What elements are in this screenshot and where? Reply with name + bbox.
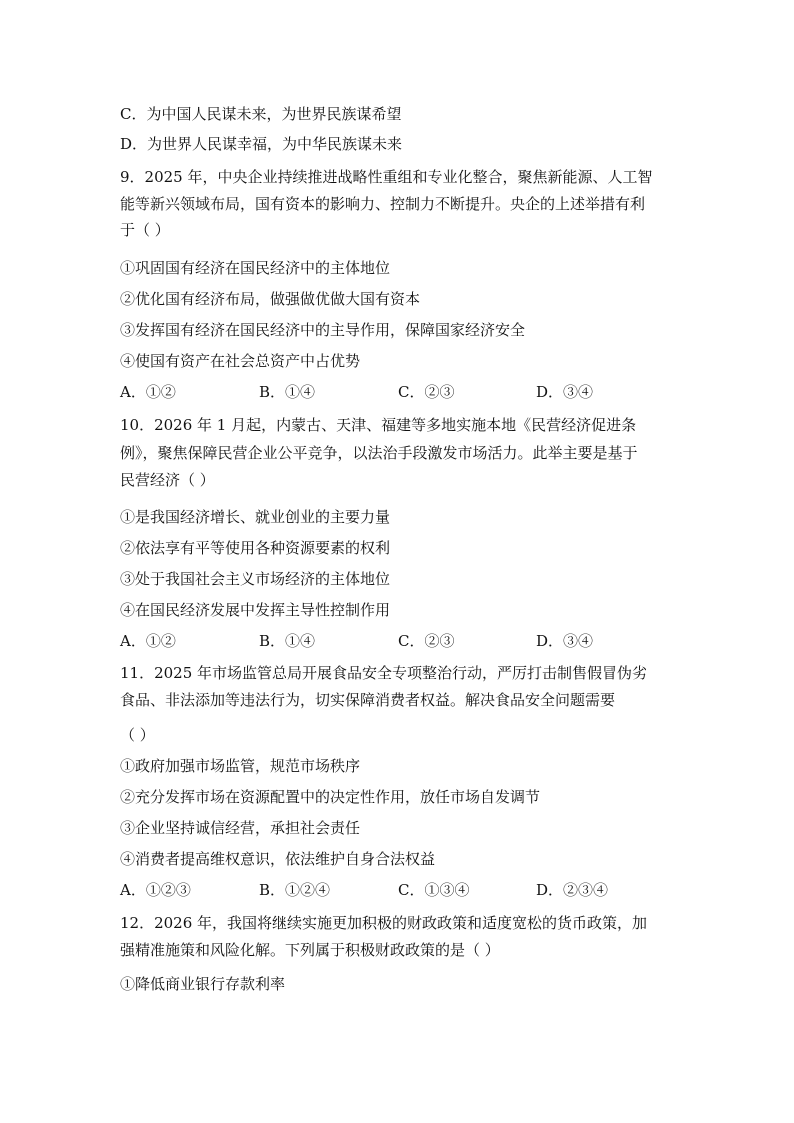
q8-option-c: C．为中国人民谋未来，为世界民族谋希望	[120, 105, 402, 123]
q10-stem-line-1: 10．2026 年 1 月起，内蒙古、天津、福建等多地实施本地《民营经济促进条	[120, 416, 637, 434]
q9-stem-line-3: 于（ ）	[120, 221, 170, 239]
q10-item-2: ②依法享有平等使用各种资源要素的权利	[120, 539, 391, 557]
q11-choice-d[interactable]: D．②③④	[536, 881, 609, 899]
q10-choice-a[interactable]: A．①②	[120, 632, 176, 650]
q10-choice-c[interactable]: C．②③	[398, 632, 455, 650]
q12-stem-line-1: 12．2026 年，我国将继续实施更加积极的财政政策和适度宽松的货币政策，加	[120, 914, 648, 932]
q10-item-3: ③处于我国社会主义市场经济的主体地位	[120, 570, 391, 588]
q8-option-d: D．为世界人民谋幸福，为中华民族谋未来	[120, 135, 403, 153]
q12-stem-line-2: 强精准施策和风险化解。下列属于积极财政政策的是（ ）	[120, 941, 500, 959]
q10-stem-line-3: 民营经济（ ）	[120, 471, 215, 489]
q10-choices	[120, 631, 680, 651]
q10-item-4: ④在国民经济发展中发挥主导性控制作用	[120, 601, 391, 619]
q11-stem-line-1: 11．2025 年市场监管总局开展食品安全专项整治行动，严厉打击制售假冒伪劣	[120, 664, 648, 682]
q11-stem-line-2: 食品、非法添加等违法行为，切实保障消费者权益。解决食品安全问题需要	[120, 691, 616, 709]
q12-item-1: ①降低商业银行存款利率	[120, 975, 286, 993]
q11-item-2: ②充分发挥市场在资源配置中的决定性作用，放任市场自发调节	[120, 788, 541, 806]
q9-item-1: ①巩固国有经济在国民经济中的主体地位	[120, 259, 391, 277]
q9-choice-d[interactable]: D．③④	[536, 383, 594, 401]
q9-stem-line-1: 9．2025 年，中央企业持续推进战略性重组和专业化整合，聚焦新能源、人工智	[120, 168, 653, 186]
q9-choices	[120, 382, 680, 402]
q9-choice-c[interactable]: C．②③	[398, 383, 455, 401]
q10-item-1: ①是我国经济增长、就业创业的主要力量	[120, 508, 391, 526]
q11-item-3: ③企业坚持诚信经营，承担社会责任	[120, 819, 361, 837]
q11-choices	[120, 880, 680, 900]
q10-stem-line-2: 例》，聚焦保障民营企业公平竞争，以法治手段激发市场活力。此举主要是基于	[120, 444, 638, 462]
q11-item-4: ④消费者提高维权意识，依法维护自身合法权益	[120, 850, 436, 868]
q11-choice-b[interactable]: B．①②④	[259, 881, 331, 899]
q9-item-3: ③发挥国有经济在国民经济中的主导作用，保障国家经济安全	[120, 321, 526, 339]
q9-item-2: ②优化国有经济布局，做强做优做大国有资本	[120, 290, 421, 308]
q11-choice-a[interactable]: A．①②③	[120, 881, 191, 899]
q9-choice-b[interactable]: B．①④	[259, 383, 316, 401]
q11-choice-c[interactable]: C．①③④	[398, 881, 470, 899]
q10-choice-d[interactable]: D．③④	[536, 632, 594, 650]
q9-stem-line-2: 能等新兴领域布局，国有资本的影响力、控制力不断提升。央企的上述举措有利	[120, 195, 646, 213]
q11-item-1: ①政府加强市场监管，规范市场秩序	[120, 757, 361, 775]
q9-item-4: ④使国有资产在社会总资产中占优势	[120, 352, 361, 370]
q11-stem-line-3: （ ）	[120, 726, 155, 744]
q9-choice-a[interactable]: A．①②	[120, 383, 176, 401]
q10-choice-b[interactable]: B．①④	[259, 632, 316, 650]
